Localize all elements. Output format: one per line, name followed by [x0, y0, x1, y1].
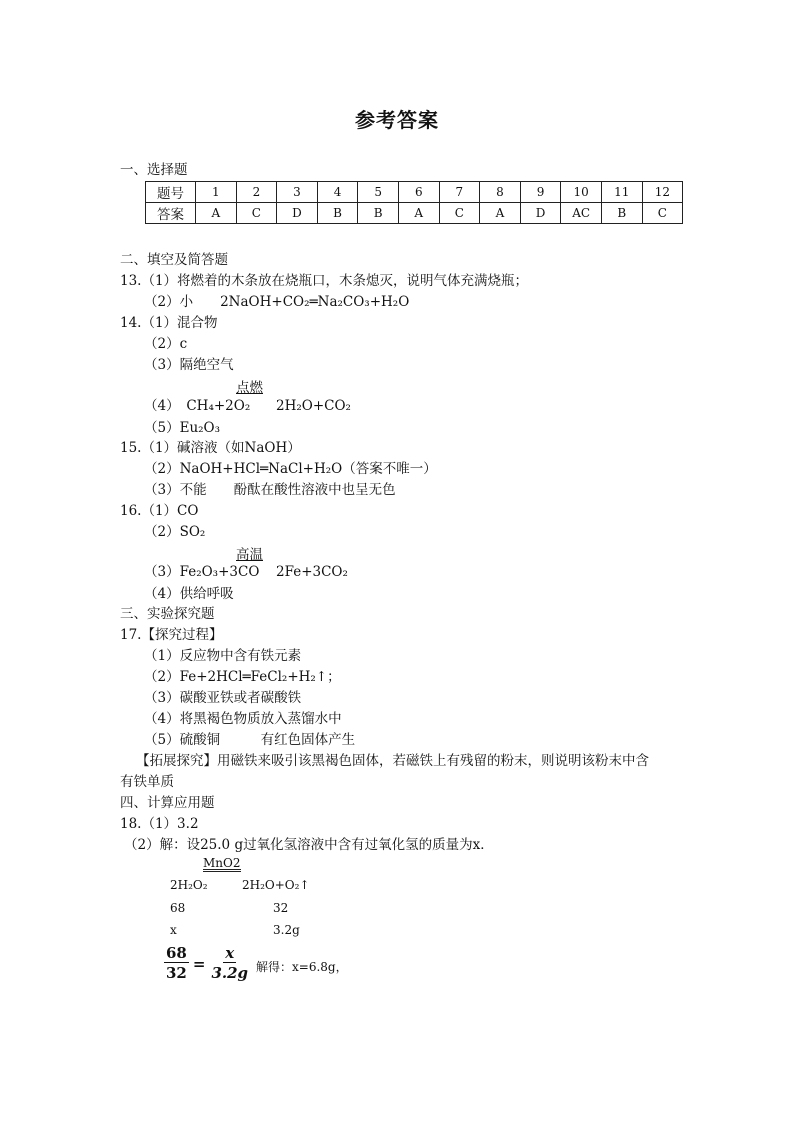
answer-line: （2）Fe+2HCl═FeCl₂+H₂↑； — [144, 669, 341, 685]
answer-line: （2）NaOH+HCl═NaCl+H₂O（答案不唯一） — [144, 461, 437, 477]
answer-line: 15.（1）碱溶液（如NaOH） — [120, 440, 301, 456]
result-line: 解得：x=6.8g， — [256, 960, 348, 974]
table-cell: C — [236, 203, 277, 224]
denominator: 3.2g — [211, 964, 249, 982]
answer-line: （3）隔绝空气 — [144, 357, 234, 373]
answer-line: 14.（1）混合物 — [120, 315, 218, 331]
answer-line: 有铁单质 — [120, 774, 174, 790]
table-cell: 9 — [520, 182, 561, 203]
equation-left: 2H₂O₂ — [170, 878, 208, 892]
table-cell: 4 — [317, 182, 358, 203]
unknown-variable: x — [170, 923, 177, 937]
answer-line: 18.（1）3.2 — [120, 816, 199, 832]
table-cell: 12 — [642, 182, 683, 203]
answer-line: （4）将黑褐色物质放入蒸馏水中 — [144, 711, 342, 727]
table-cell: B — [317, 203, 358, 224]
mass-ratio-value: 68 — [170, 901, 186, 915]
table-cell: 11 — [601, 182, 642, 203]
table-cell: B — [601, 203, 642, 224]
table-cell: AC — [561, 203, 602, 224]
equation-right: 2H₂O+O₂↑ — [242, 878, 310, 892]
answer-line: （1）反应物中含有铁元素 — [144, 648, 302, 664]
table-head-number: 题号 — [146, 182, 196, 203]
table-cell: 6 — [398, 182, 439, 203]
table-cell: A — [196, 203, 237, 224]
fraction-left — [164, 944, 189, 983]
section-choice-heading: 一、选择题 — [120, 162, 188, 178]
table-cell: B — [358, 203, 399, 224]
reaction-condition: 点燃 — [236, 380, 263, 396]
reaction-condition: MnO2 — [203, 856, 241, 870]
denominator: 32 — [166, 964, 187, 982]
fraction-right — [209, 944, 250, 983]
known-mass: 3.2g — [273, 923, 300, 937]
equation-left: （4） CH₄+2O₂ — [144, 398, 251, 414]
page-title: 参考答案 — [355, 108, 439, 132]
table-cell: D — [520, 203, 561, 224]
answer-line: 13.（1）将燃着的木条放在烧瓶口，木条熄灭，说明气体充满烧瓶； — [120, 273, 529, 289]
proportion-equation — [164, 944, 250, 983]
table-cell: 10 — [561, 182, 602, 203]
table-cell: 2 — [236, 182, 277, 203]
answer-line: （2）小 2NaOH+CO₂═Na₂CO₃+H₂O — [144, 294, 410, 310]
table-cell: 1 — [196, 182, 237, 203]
table-cell: 3 — [277, 182, 318, 203]
numerator: x — [225, 944, 235, 962]
answer-line: （5）Eu₂O₃ — [144, 420, 221, 436]
answer-line: 【拓展探究】用磁铁来吸引该黑褐色固体，若磁铁上有残留的粉末，则说明该粉末中含 — [136, 753, 649, 769]
answer-line: （3）不能 酚酞在酸性溶液中也呈无色 — [144, 482, 396, 498]
table-cell: C — [642, 203, 683, 224]
table-cell: A — [480, 203, 521, 224]
answer-line: （5）硫酸铜 有红色固体产生 — [144, 732, 356, 748]
numerator: 68 — [166, 944, 187, 962]
table-cell: C — [439, 203, 480, 224]
answer-line: （2）解：设25.0 g过氧化氢溶液中含有过氧化氢的质量为x． — [124, 837, 494, 853]
equation-left: （3）Fe₂O₃+3CO — [144, 564, 260, 580]
table-cell: 7 — [439, 182, 480, 203]
answer-table — [145, 181, 683, 224]
table-cell: 5 — [358, 182, 399, 203]
section-calc-heading: 四、计算应用题 — [120, 795, 215, 811]
table-cell: A — [398, 203, 439, 224]
equation-right: 2H₂O+CO₂ — [276, 398, 351, 414]
table-head-answer: 答案 — [146, 203, 196, 224]
answer-line: 17.【探究过程】 — [120, 627, 223, 643]
answer-line: （4）供给呼吸 — [144, 586, 234, 602]
answer-line: （2）c — [144, 336, 188, 352]
table-row-numbers — [146, 182, 683, 203]
answer-line: 16.（1）CO — [120, 503, 199, 519]
table-row-answers — [146, 203, 683, 224]
equals-sign: = — [192, 954, 206, 973]
table-cell: D — [277, 203, 318, 224]
mass-ratio-value: 32 — [273, 901, 289, 915]
reaction-condition: 高温 — [236, 547, 263, 563]
equation-right: 2Fe+3CO₂ — [276, 564, 348, 580]
answer-line: （2）SO₂ — [144, 524, 206, 540]
section-experiment-heading: 三、实验探究题 — [120, 606, 215, 622]
section-fill-heading: 二、填空及简答题 — [120, 252, 228, 268]
table-cell: 8 — [480, 182, 521, 203]
answer-line: （3）碳酸亚铁或者碳酸铁 — [144, 690, 302, 706]
